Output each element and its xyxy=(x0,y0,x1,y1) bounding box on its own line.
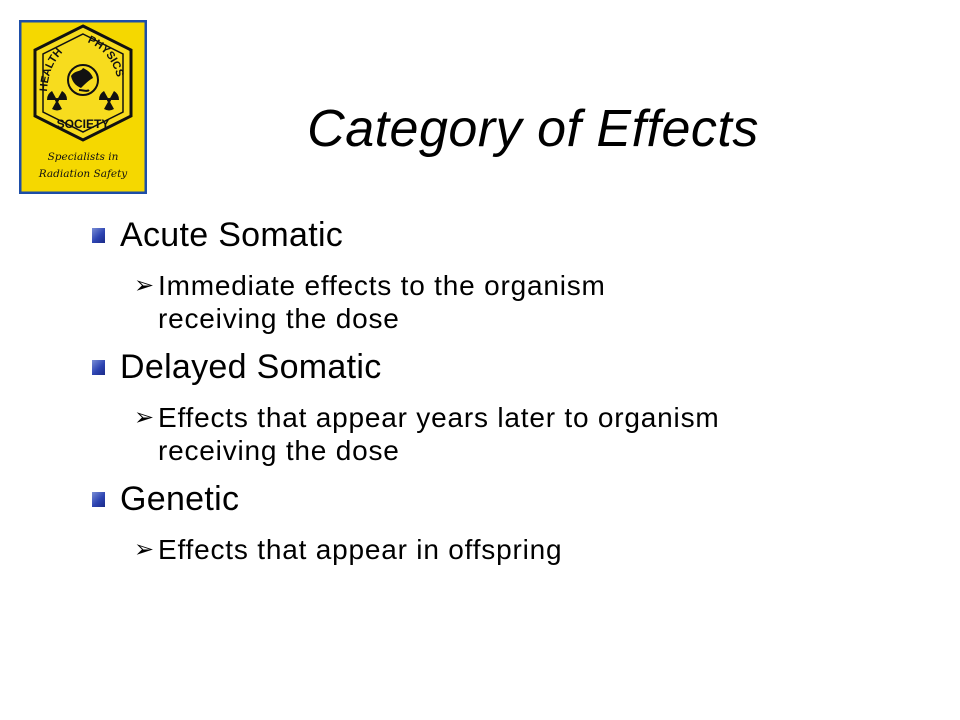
bullet-list xyxy=(92,213,892,576)
bullet-label: Delayed Somatic xyxy=(120,348,382,386)
arrow-bullet-icon: ➢ xyxy=(134,272,155,299)
square-bullet-icon xyxy=(92,228,105,243)
bullet-acute-somatic xyxy=(92,213,892,257)
square-bullet-icon xyxy=(92,360,105,375)
sub-bullet-genetic xyxy=(134,533,892,566)
logo-tagline-1: Specialists in xyxy=(47,151,119,163)
arrow-bullet-icon: ➢ xyxy=(134,404,155,431)
logo-text-society: SOCIETY xyxy=(56,117,110,131)
bullet-label: Genetic xyxy=(120,480,240,518)
logo-text-physics: PHYSICS xyxy=(85,33,126,79)
sub-bullet-delayed-somatic xyxy=(134,401,892,467)
logo-text-health: HEALTH xyxy=(37,46,66,93)
slide-title: Category of Effects xyxy=(307,100,759,158)
logo-tagline-2: Radiation Safety xyxy=(38,168,128,180)
sub-bullet-line: Effects that appear in offspring xyxy=(158,534,563,565)
bullet-genetic xyxy=(92,477,892,521)
arrow-bullet-icon: ➢ xyxy=(134,536,155,563)
sub-bullet-line: Immediate effects to the organism xyxy=(158,270,606,301)
bullet-delayed-somatic xyxy=(92,345,892,389)
square-bullet-icon xyxy=(92,492,105,507)
sub-bullet-line: receiving the dose xyxy=(158,435,400,466)
sub-bullet-line: receiving the dose xyxy=(158,303,400,334)
sub-bullet-line: Effects that appear years later to organism xyxy=(158,402,720,433)
bullet-label: Acute Somatic xyxy=(120,216,344,254)
sub-bullet-acute-somatic xyxy=(134,269,892,335)
